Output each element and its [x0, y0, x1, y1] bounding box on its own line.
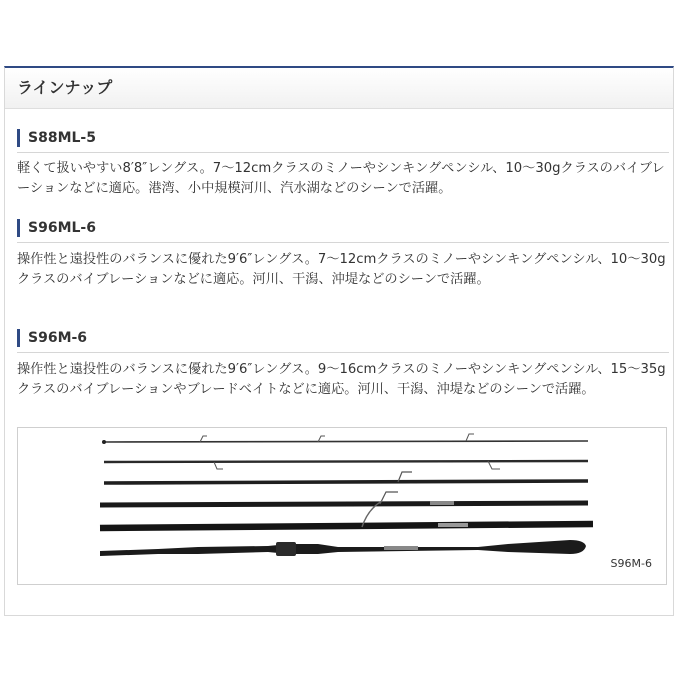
- rod-section-5: [100, 524, 593, 528]
- product-photo: [17, 427, 667, 585]
- section-title: ラインナップ: [17, 78, 113, 97]
- model-heading-s96ml-6: S96ML-6: [17, 219, 96, 237]
- model-description-s96m-6: 操作性と遠投性のバランスに優れた9′6″レングス。9～16cmクラスのミノーやシンキングペンシル、15～35gクラスのバイブレーションやブレードベイトなどに適応。河川、干潟、沖堤などのシーンで活躍。: [17, 362, 666, 397]
- rod-section-3: [104, 481, 588, 483]
- rod-section-tip: [104, 441, 588, 442]
- guide-icon: [214, 462, 223, 469]
- photo-label: S96M-6: [610, 557, 652, 570]
- rod-decal: [384, 546, 418, 550]
- reel-seat: [276, 542, 296, 556]
- model-description-s96ml-6: 操作性と遠投性のバランスに優れた9′6″レングス。7～12cmクラスのミノーやシンキングペンシル、10～30gクラスのバイブレーションなどに適応。河川、干潟、沖堤などのシーンで活躍。: [17, 252, 666, 287]
- lineup-header: [5, 68, 673, 109]
- guide-icon: [466, 434, 474, 441]
- rod-decal: [430, 501, 454, 505]
- lineup-panel: [4, 66, 674, 616]
- model-heading-s88ml-5: S88ML-5: [17, 129, 96, 147]
- rod-decal: [438, 523, 468, 527]
- rod-tip-top: [102, 440, 106, 444]
- model-description-s88ml-5: 軽くて扱いやすい8′8″レングス。7～12cmクラスのミノーやシンキングペンシル、10～30gクラスのバイブレーションなどに適応。港湾、小中規模河川、汽水湖などのシーンで活躍。: [17, 161, 665, 196]
- rod-section-4: [100, 503, 588, 505]
- model-heading-s96m-6: S96M-6: [17, 329, 87, 347]
- rod-sections-illustration: [18, 428, 666, 584]
- rod-section-2: [104, 461, 588, 462]
- rod-section-butt: [100, 540, 586, 556]
